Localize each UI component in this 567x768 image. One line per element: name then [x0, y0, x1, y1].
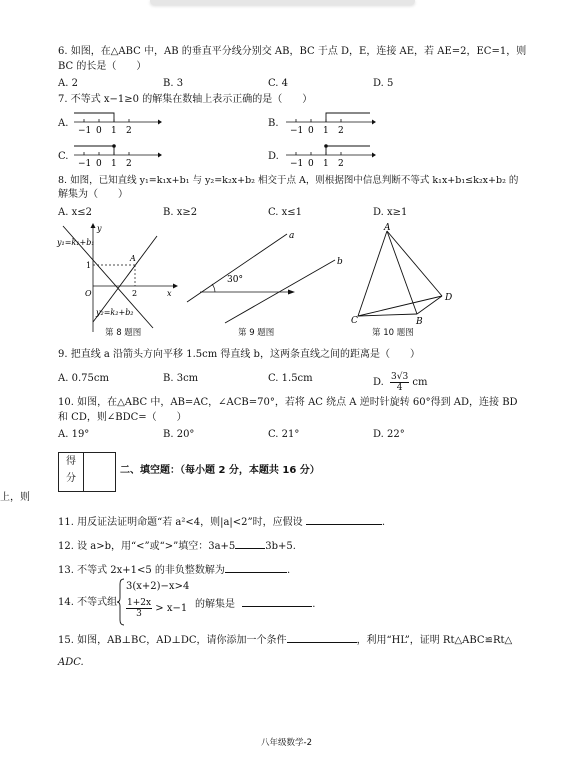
q13-text: 13. 不等式 2x+1<5 的非负整数解为 — [58, 565, 225, 576]
q13-answer-blank[interactable] — [225, 562, 287, 573]
q6-option-c: C. 4 — [268, 78, 289, 89]
q7-number-line-a — [72, 108, 162, 136]
fig10-caption: 第 10 题图 — [372, 328, 414, 338]
left-margin-note: 上，则 — [0, 492, 30, 503]
q14-suffix: 的解集是 — [195, 599, 235, 610]
q11-end: . — [381, 517, 386, 528]
page-footer: 八年级数学-2 — [261, 738, 312, 748]
q7-number-line-b — [284, 108, 376, 136]
q14-label: 14. 不等式组 — [58, 597, 118, 608]
q7d-tick-0: 0 — [308, 159, 314, 169]
score-label-top: 得 — [66, 456, 76, 467]
q7c-tick-0: 0 — [96, 159, 102, 169]
q14-row2-rest: > x−1 — [155, 603, 188, 614]
q9-stem: 9. 把直线 a 沿箭头方向平移 1.5cm 得直线 b，这两条直线之间的距离是（ ） — [58, 349, 420, 360]
fig10-point-b: B — [416, 317, 423, 327]
section-2-title: 二、填空题：（每小题 2 分，本题共 16 分） — [120, 465, 320, 476]
q7-option-a-label: A. — [58, 118, 69, 129]
figure-9-parallel-lines — [185, 222, 350, 327]
figure-10-triangle — [350, 222, 465, 327]
q10-line2: 和 CD，则∠BDC=（ ） — [58, 412, 187, 423]
figure-8-graph — [55, 222, 180, 342]
q6-option-b: B. 3 — [163, 78, 184, 89]
q10-option-b: B. 20° — [163, 429, 195, 440]
q7-stem: 7. 不等式 x−1≥0 的解集在数轴上表示正确的是（ ） — [58, 94, 313, 105]
fig8-y1-label: y₁=k₁+b₁ — [57, 238, 95, 247]
q7c-tick-2: 2 — [126, 159, 132, 169]
q14-fraction — [126, 598, 152, 619]
fig8-caption: 第 8 题图 — [105, 328, 142, 338]
q9-d-denominator: 4 — [396, 383, 403, 393]
q7-number-line-c — [72, 141, 162, 169]
q10-option-a: A. 19° — [58, 429, 90, 440]
q7c-tick-neg1: −1 — [78, 159, 92, 169]
fig9-angle: 30° — [227, 275, 243, 285]
q7b-tick-1: 1 — [323, 126, 329, 136]
q14-numerator: 1+2x — [127, 598, 152, 608]
fig8-point-a: A — [130, 254, 136, 263]
q8-line1: 8. 如图，已知直线 y₁=k₁x+b₁ 与 y₂=k₂x+b₂ 相交于点 A，则根据图中信息判断不等式 k₁x+b₁≤k₂x+b₂ 的 — [58, 175, 519, 186]
fig8-tick-1: 1 — [86, 261, 92, 270]
q12-end: 3b+5. — [265, 541, 296, 552]
q7-number-line-d — [284, 141, 376, 169]
q6-line1: 6. 如图，在△ABC 中，AB 的垂直平分线分别交 AB，BC 于点 D，E，连接 AE，若 AE=2，EC=1，则 — [58, 46, 527, 57]
line-b — [225, 260, 335, 323]
q15-line2: ADC. — [58, 657, 84, 668]
fig9-label-a: a — [289, 231, 295, 241]
q9-option-b: B. 3cm — [163, 373, 199, 384]
viewer-top-bar — [150, 0, 415, 5]
q9-d-unit: cm — [412, 377, 428, 388]
fig8-y2-label: y₂=k₂+b₂ — [96, 308, 134, 317]
score-box — [58, 452, 116, 492]
fig8-y-axis: y — [97, 224, 102, 233]
score-label-cell — [59, 453, 84, 491]
q13-end: . — [286, 565, 291, 576]
q7-option-d-label: D. — [268, 151, 279, 162]
q10-option-c: C. 21° — [268, 429, 300, 440]
q7a-tick-2: 2 — [126, 126, 132, 136]
score-label-bottom: 分 — [66, 473, 76, 484]
fig9-caption: 第 9 题图 — [238, 328, 275, 338]
q10-line1: 10. 如图，在△ABC 中，AB=AC，∠ACB=70°，若将 AC 绕点 A 逆时针旋转 60°得到 AD，连接 BD — [58, 397, 518, 408]
q10-option-d: D. 22° — [373, 429, 405, 440]
q8-option-c: C. x≤1 — [268, 207, 303, 218]
q6-line2: BC 的长是（ ） — [58, 61, 147, 72]
q6-option-d: D. 5 — [373, 78, 394, 89]
q15-line1-wrap — [58, 632, 512, 647]
q9-option-a: A. 0.75cm — [58, 373, 109, 384]
q7a-tick-1: 1 — [111, 126, 117, 136]
q8-line2: 解集为（ ） — [58, 189, 128, 200]
q7b-tick-0: 0 — [308, 126, 314, 136]
q7-option-b-label: B. — [268, 118, 279, 129]
q7d-tick-1: 1 — [323, 159, 329, 169]
fig10-point-a: A — [384, 223, 391, 233]
q9-option-d-label: D. — [373, 377, 384, 388]
q9-option-d — [373, 372, 428, 393]
q11 — [58, 514, 385, 529]
q14-brace — [117, 578, 125, 626]
q7a-tick-neg1: −1 — [78, 126, 92, 136]
q7c-tick-1: 1 — [111, 159, 117, 169]
q9-option-d-fraction — [390, 372, 409, 393]
q15-line1: 15. 如图，AB⊥BC，AD⊥DC，请你添加一个条件 — [58, 635, 287, 646]
q7d-tick-neg1: −1 — [290, 159, 304, 169]
q7b-tick-neg1: −1 — [290, 126, 304, 136]
q8-option-d: D. x≥1 — [373, 207, 408, 218]
q14-row2 — [126, 598, 187, 619]
q14-denominator: 3 — [136, 609, 142, 619]
q12-text: 12. 设 a>b，用“<”或“>”填空：3a+5 — [58, 541, 236, 552]
fig9-label-b: b — [337, 257, 343, 267]
fig8-tick-2: 2 — [132, 289, 138, 298]
q7d-tick-2: 2 — [338, 159, 344, 169]
q15-answer-blank[interactable] — [287, 632, 357, 643]
q14-row1: 3(x+2)−x>4 — [126, 581, 190, 592]
q15-line1-end: ，利用“HL”，证明 Rt△ABC≌Rt△ — [356, 635, 513, 646]
q7-option-c-label: C. — [58, 151, 69, 162]
q6-option-a: A. 2 — [58, 78, 78, 89]
q12 — [58, 538, 296, 553]
fig10-point-c: C — [351, 316, 358, 326]
q13 — [58, 562, 290, 577]
q8-option-a: A. x≤2 — [58, 207, 92, 218]
q11-answer-blank[interactable] — [306, 514, 382, 525]
q12-answer-blank[interactable] — [235, 538, 265, 549]
q14-tail — [195, 596, 315, 611]
q11-text: 11. 用反证法证明命题“若 a²<4，则|a|<2”时，应假设 — [58, 517, 303, 528]
q7b-tick-2: 2 — [338, 126, 344, 136]
fig8-origin: O — [85, 289, 92, 298]
q7a-tick-0: 0 — [96, 126, 102, 136]
q14-answer-blank[interactable] — [242, 596, 312, 607]
q9-option-c: C. 1.5cm — [268, 373, 313, 384]
q8-option-b: B. x≥2 — [163, 207, 198, 218]
fig8-x-axis: x — [167, 289, 172, 298]
q14-end: . — [312, 599, 316, 610]
fig10-point-d: D — [445, 293, 453, 303]
q9-d-numerator: 3√3 — [391, 372, 409, 382]
